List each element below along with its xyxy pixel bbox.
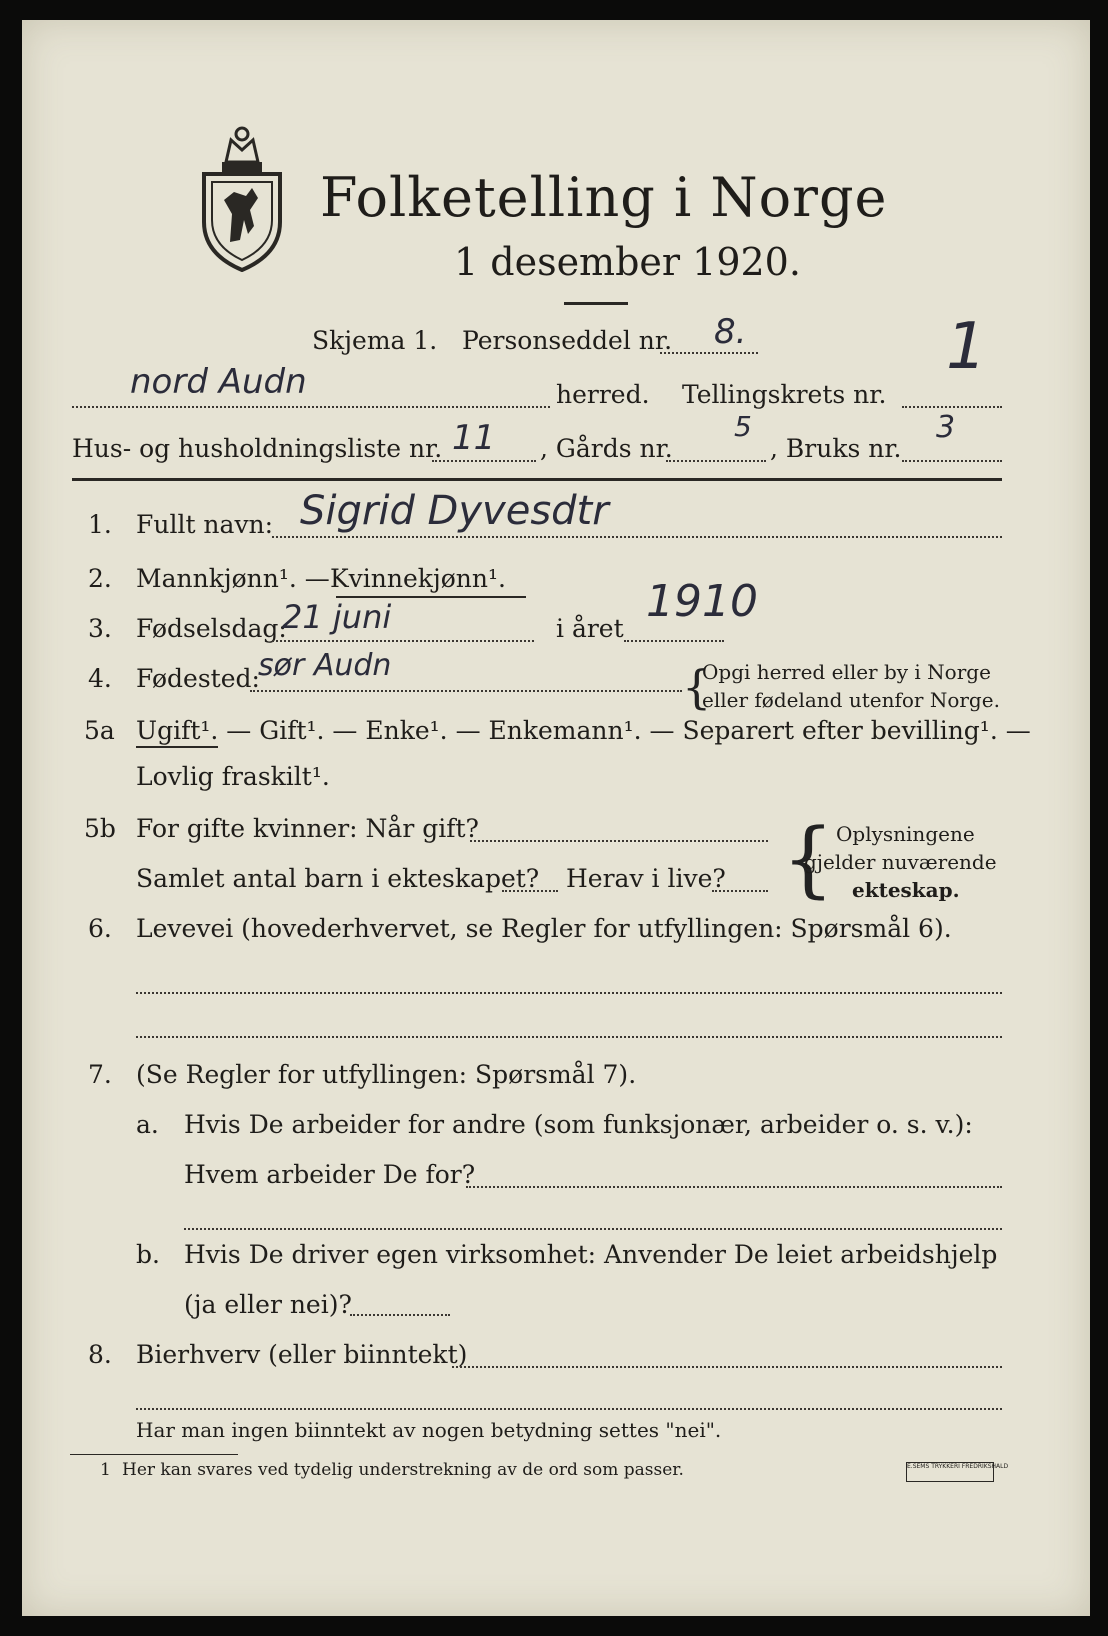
q2-female-option[interactable]: Kvinnekjønn¹. — [330, 564, 506, 593]
husholdningsliste-label: Hus- og husholdningsliste nr. — [72, 434, 443, 463]
form-title: Folketelling i Norge — [320, 166, 888, 229]
coat-of-arms-icon — [196, 122, 288, 272]
q5b-note-line3: ekteskap. — [852, 878, 960, 902]
birthplace-value[interactable]: sør Audn — [258, 648, 392, 683]
birth-year-value[interactable]: 1910 — [646, 576, 758, 627]
q4-note-line2: eller fødeland utenfor Norge. — [702, 688, 1000, 712]
tellingskrets-value[interactable]: 1 — [946, 310, 987, 384]
note-no-income: Har man ingen biinntekt av nogen betydning settes "nei". — [136, 1418, 722, 1442]
q7a-letter: a. — [136, 1110, 159, 1139]
q6-label: Levevei (hovederhvervet, se Regler for utfyllingen: Spørsmål 6). — [136, 914, 952, 943]
schema-label: Skjema 1. — [312, 326, 438, 355]
personseddel-value[interactable]: 8. — [714, 312, 747, 352]
full-name-value[interactable]: Sigrid Dyvesdtr — [300, 488, 609, 534]
q5b-alive: Herav i live? — [566, 864, 726, 893]
printer-stamp: E.SEMS TRYKKERI FREDRIKSHALD — [906, 1462, 994, 1482]
q7-label: (Se Regler for utfyllingen: Spørsmål 7). — [136, 1060, 637, 1089]
gards-label: , Gårds nr. — [540, 434, 673, 463]
q5b-note-line1: Oplysningene — [836, 822, 975, 846]
herred-value[interactable]: nord Audn — [130, 362, 307, 402]
q1-label: Fullt navn: — [136, 510, 274, 539]
footnote-marker: 1 — [100, 1460, 111, 1480]
herred-label: herred. — [556, 380, 650, 409]
q4-label: Fødested: — [136, 664, 260, 693]
header-rule — [72, 478, 1002, 481]
q5a-options-cont[interactable]: Lovlig fraskilt¹. — [136, 762, 330, 791]
husholdningsliste-value[interactable]: 11 — [452, 418, 496, 458]
q8-label: Bierhverv (eller biinntekt) — [136, 1340, 468, 1369]
q2-male-option[interactable]: Mannkjønn¹. — — [136, 564, 330, 593]
q5a-number: 5a — [84, 716, 115, 745]
q5b-children: Samlet antal barn i ekteskapet? — [136, 864, 540, 893]
q4-note-line1: Opgi herred eller by i Norge — [702, 660, 991, 684]
footnote-rule — [70, 1454, 238, 1455]
q7a-text: Hvis De arbeider for andre (som funksjonær, arbeider o. s. v.): — [184, 1110, 973, 1139]
title-divider — [564, 302, 628, 305]
q5a-options[interactable]: Ugift¹. — Gift¹. — Enke¹. — Enkemann¹. — Separert efter bevilling¹. — — [136, 716, 1031, 745]
q5b-note-line2: gjelder nuværende — [804, 850, 997, 874]
personseddel-label: Personseddel nr. — [462, 326, 673, 355]
q5a-ugift-underline — [136, 746, 218, 748]
q1-number: 1. — [88, 510, 112, 539]
q5b-number: 5b — [84, 814, 116, 843]
q3-label: Fødselsdag: — [136, 614, 287, 643]
q2-number: 2. — [88, 564, 112, 593]
q7-number: 7. — [88, 1060, 112, 1089]
q7a-who: Hvem arbeider De for? — [184, 1160, 476, 1189]
birthday-value[interactable]: 21 juni — [282, 598, 392, 636]
q6-number: 6. — [88, 914, 112, 943]
bruks-value[interactable]: 3 — [936, 410, 956, 445]
q7b-text: Hvis De driver egen virksomhet: Anvender De leiet arbeidshjelp — [184, 1240, 998, 1269]
form-date: 1 desember 1920. — [454, 240, 801, 284]
q3-number: 3. — [88, 614, 112, 643]
q5b-married-when: For gifte kvinner: Når gift? — [136, 814, 479, 843]
gards-value[interactable]: 5 — [734, 410, 752, 443]
q8-number: 8. — [88, 1340, 112, 1369]
q3-year-label: i året — [556, 614, 624, 643]
q7b-letter: b. — [136, 1240, 160, 1269]
tellingskrets-label: Tellingskrets nr. — [682, 380, 887, 409]
q7b-yesno: (ja eller nei)? — [184, 1290, 352, 1319]
footnote-text: Her kan svares ved tydelig understrekning av de ord som passer. — [122, 1460, 684, 1480]
q4-number: 4. — [88, 664, 112, 693]
bruks-label: , Bruks nr. — [770, 434, 902, 463]
